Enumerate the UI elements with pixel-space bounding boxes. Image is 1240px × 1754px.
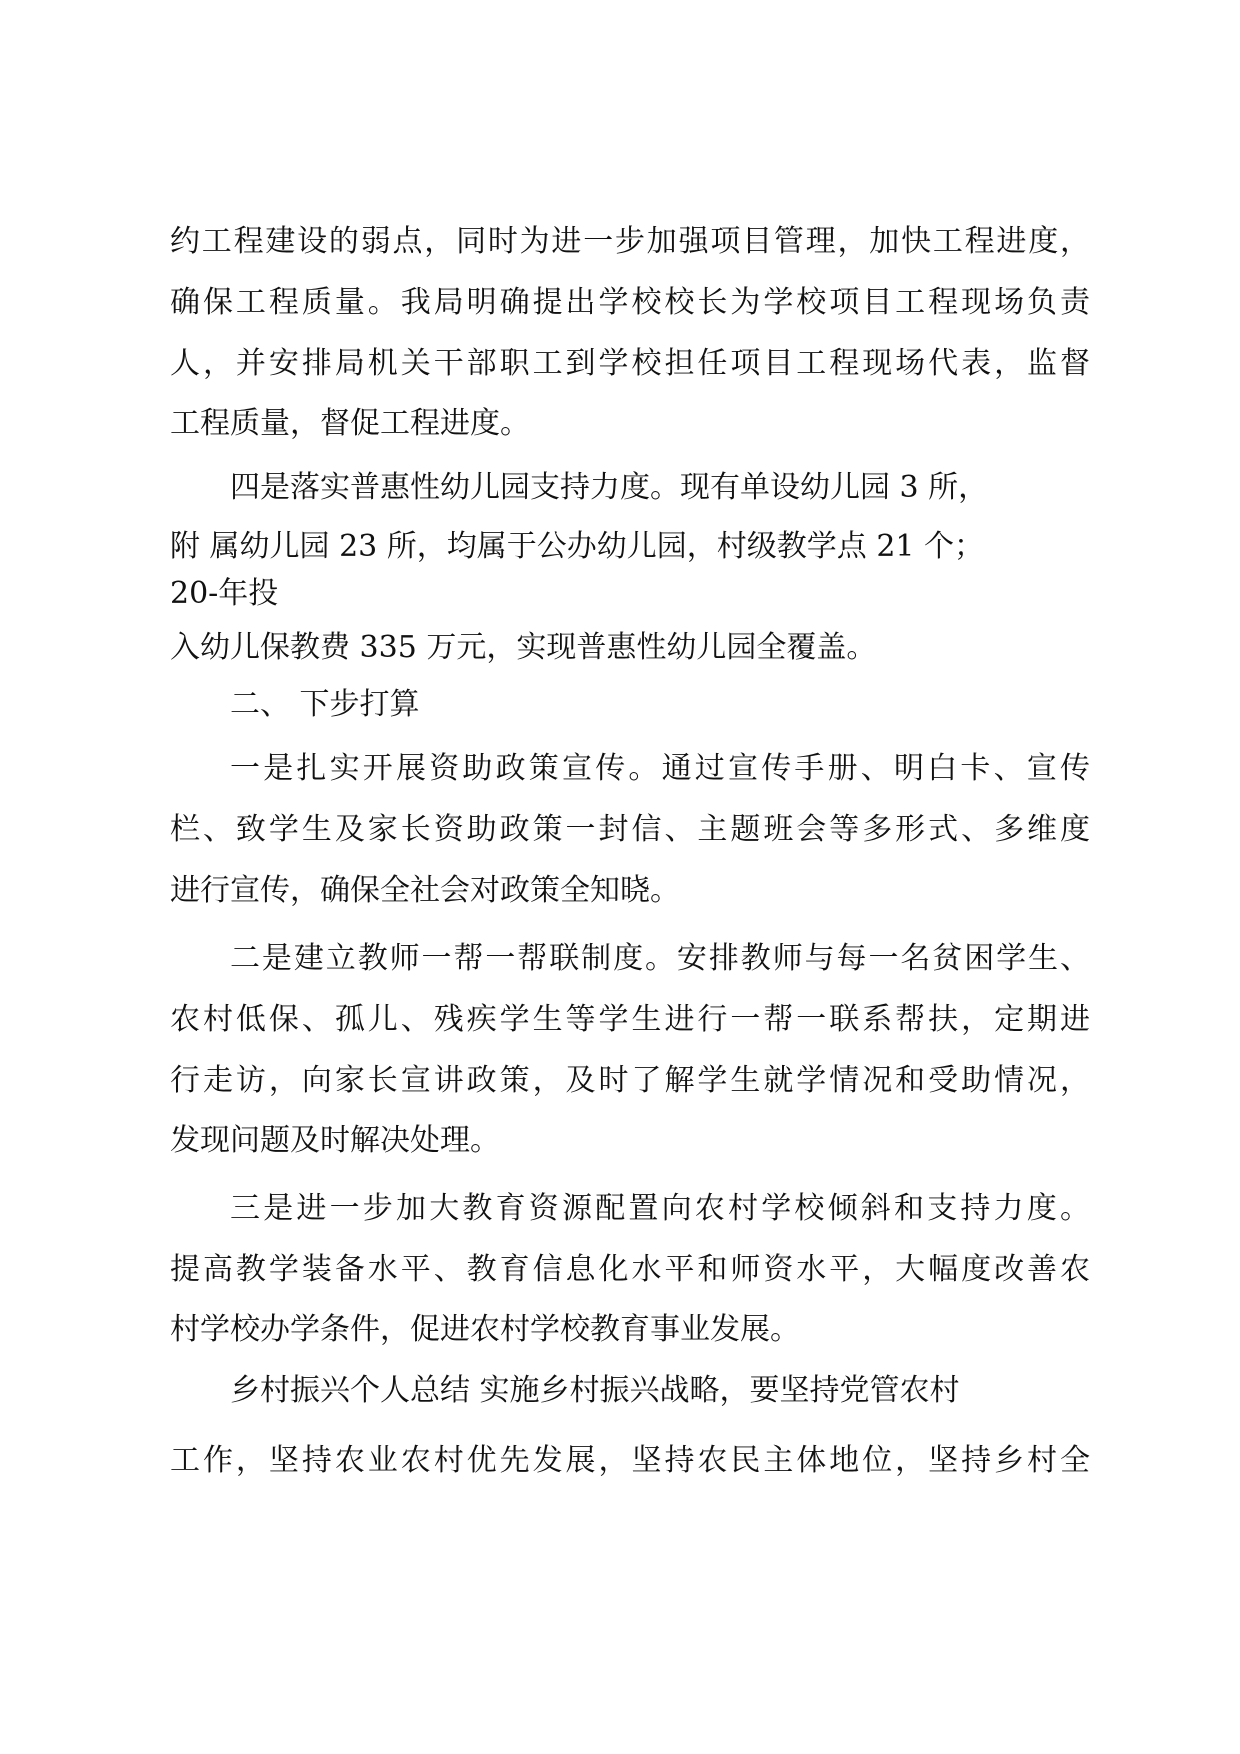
text-line: 发现问题及时解决处理。 <box>170 1123 500 1158</box>
text-line: 行走访，向家长宣讲政策，及时了解学生就学情况和受助情况， <box>170 1063 1090 1098</box>
section-heading: 二、 下步打算 <box>230 687 420 722</box>
text-line: 二是建立教师一帮一帮联制度。安排教师与每一名贫困学生、 <box>230 941 1090 976</box>
text-line: 三是进一步加大教育资源配置向农村学校倾斜和支持力度。 <box>230 1191 1090 1226</box>
text-line: 工程质量，督促工程进度。 <box>170 406 530 441</box>
text-line: 一是扎实开展资助政策宣传。通过宣传手册、明白卡、宣传 <box>230 751 1090 786</box>
text-line: 入幼儿保教费 335 万元，实现普惠性幼儿园全覆盖。 <box>170 630 877 665</box>
text-line: 栏、致学生及家长资助政策一封信、主题班会等多形式、多维度 <box>170 812 1090 847</box>
text-line: 农村低保、孤儿、残疾学生等学生进行一帮一联系帮扶，定期进 <box>170 1002 1090 1037</box>
text-line: 附 属幼儿园 23 所，均属于公办幼儿园，村级教学点 21 个； <box>170 529 985 564</box>
text-line: 约工程建设的弱点，同时为进一步加强项目管理，加快工程进度， <box>170 224 1090 259</box>
text-line: 乡村振兴个人总结 实施乡村振兴战略，要坚持党管农村 <box>230 1373 960 1408</box>
text-line: 人，并安排局机关干部职工到学校担任项目工程现场代表，监督 <box>170 346 1090 381</box>
text-line: 确保工程质量。我局明确提出学校校长为学校项目工程现场负责 <box>170 285 1090 320</box>
text-line: 提高教学装备水平、教育信息化水平和师资水平，大幅度改善农 <box>170 1252 1090 1287</box>
text-line: 工作，坚持农业农村优先发展，坚持农民主体地位，坚持乡村全 <box>170 1443 1090 1478</box>
text-line: 四是落实普惠性幼儿园支持力度。现有单设幼儿园 3 所， <box>230 470 989 505</box>
text-line: 村学校办学条件，促进农村学校教育事业发展。 <box>170 1312 800 1347</box>
text-line: 进行宣传，确保全社会对政策全知晓。 <box>170 873 680 908</box>
text-line: 20-年投 <box>170 576 279 611</box>
